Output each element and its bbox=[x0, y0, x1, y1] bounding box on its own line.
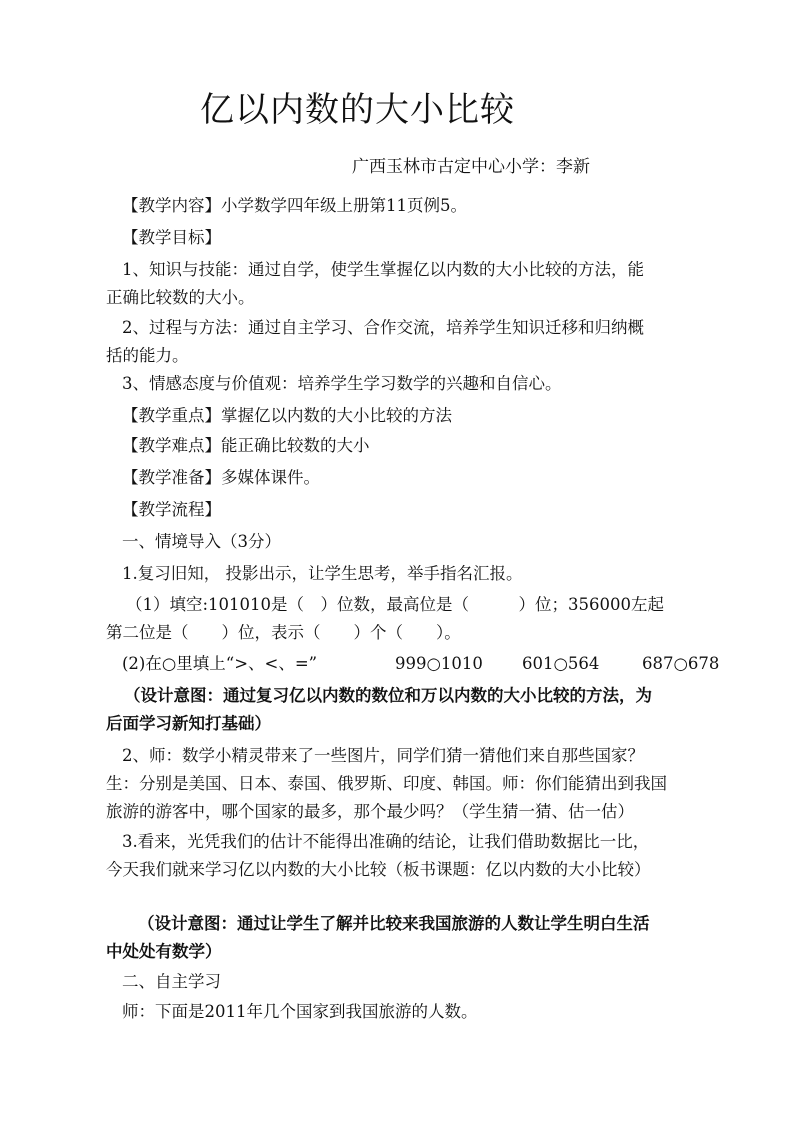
teacher-line-3: 旅游的游客中，哪个国家的最多，那个最少吗？（学生猜一猜、估一估） bbox=[106, 802, 634, 821]
goal-2-line-2: 括的能力。 bbox=[106, 346, 189, 365]
goal-3: 3、情感态度与价值观：培养学生学习数学的兴趣和自信心。 bbox=[122, 374, 562, 393]
teacher-line-2: 生：分别是美国、日本、泰国、俄罗斯、印度、韩国。师：你们能猜出到我国 bbox=[106, 774, 667, 793]
comparison-item: 601○564 bbox=[522, 654, 600, 673]
section-2-heading: 二、自主学习 bbox=[122, 972, 221, 991]
goal-1-line-1: 1、知识与技能：通过自学，使学生掌握亿以内数的大小比较的方法，能 bbox=[122, 260, 644, 279]
teaching-goals-heading: 【教学目标】 bbox=[122, 228, 221, 247]
difficult-point: 【教学难点】能正确比较数的大小 bbox=[122, 436, 370, 455]
teaching-content: 【教学内容】小学数学四年级上册第11页例5。 bbox=[122, 196, 467, 215]
fill-blank-line-1: （1）填空:101010是（ ）位数，最高位是（ ）位；356000左起 bbox=[126, 595, 665, 614]
design-intent-1-line-1: （设计意图：通过复习亿以内数的数位和万以内数的大小比较的方法，为 bbox=[124, 686, 652, 705]
goal-2-line-1: 2、过程与方法：通过自主学习、合作交流，培养学生知识迁移和归纳概 bbox=[122, 318, 644, 337]
fill-blank-line-2: 第二位是（ ）位，表示（ ）个（ ）。 bbox=[106, 623, 461, 642]
intro-line-1: 3.看来，光凭我们的估计不能得出准确的结论，让我们借助数据比一比， bbox=[122, 832, 650, 851]
key-point: 【教学重点】掌握亿以内数的大小比较的方法 bbox=[122, 406, 452, 425]
author-line: 广西玉林市古定中心小学：李新 bbox=[352, 157, 590, 177]
intro-line-2: 今天我们就来学习亿以内数的大小比较（板书课题：亿以内数的大小比较） bbox=[106, 860, 651, 879]
review-step: 1.复习旧知， 投影出示，让学生思考，举手指名汇报。 bbox=[122, 564, 523, 583]
document-title: 亿以内数的大小比较 bbox=[200, 90, 515, 130]
comparison-item: 687○678 bbox=[642, 654, 720, 673]
process-heading: 【教学流程】 bbox=[122, 500, 221, 519]
teacher-line-1: 2、师：数学小精灵带来了一些图片，同学们猜一猜他们来自那些国家？ bbox=[122, 746, 644, 765]
comparison-item: 999○1010 bbox=[395, 654, 483, 673]
design-intent-2-line-2: 中处处有数学） bbox=[106, 942, 222, 961]
comparison-instruction: (2)在○里填上“>、<、=” bbox=[122, 654, 318, 673]
section-1-heading: 一、情境导入（3分） bbox=[122, 532, 281, 551]
goal-1-line-2: 正确比较数的大小。 bbox=[106, 288, 255, 307]
teacher-data-intro: 师：下面是2011年几个国家到我国旅游的人数。 bbox=[122, 1002, 478, 1021]
design-intent-1-line-2: 后面学习新知打基础） bbox=[106, 714, 271, 733]
design-intent-2-line-1: （设计意图：通过让学生了解并比较来我国旅游的人数让学生明白生活 bbox=[138, 914, 650, 933]
preparation: 【教学准备】多媒体课件。 bbox=[122, 468, 320, 487]
